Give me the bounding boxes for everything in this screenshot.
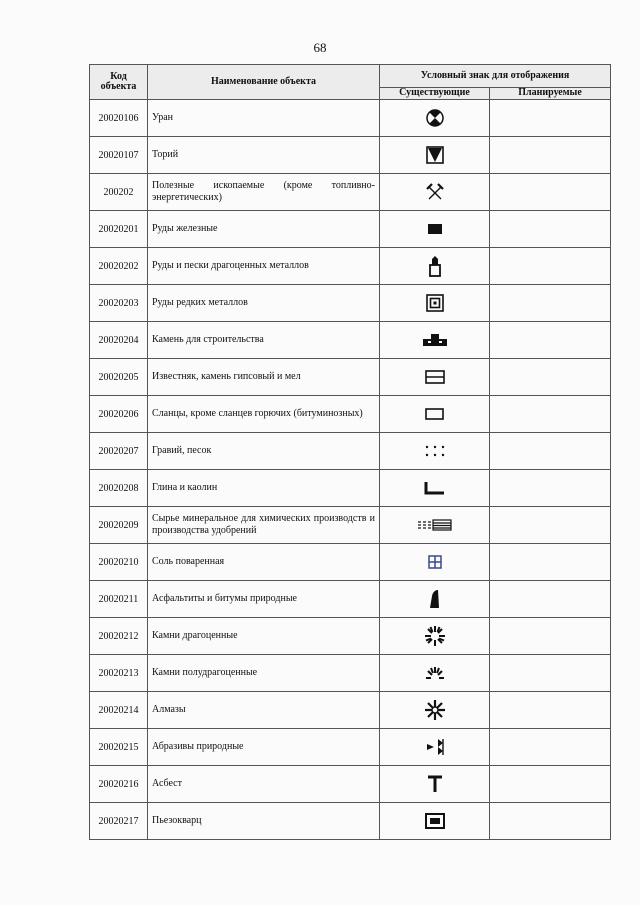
- object-code: 20020217: [90, 803, 148, 840]
- abrasives-icon: [384, 736, 485, 758]
- uranium-icon: [384, 108, 485, 128]
- symbol-table: [89, 64, 611, 840]
- existing-symbol-cell: [380, 174, 490, 211]
- diamonds-icon: [384, 698, 485, 722]
- object-name: Полезные ископаемые (кроме топливно-энергетических): [148, 174, 380, 211]
- table-row: [90, 433, 611, 470]
- object-code: 20020207: [90, 433, 148, 470]
- object-name: Глина и каолин: [148, 470, 380, 507]
- existing-symbol-cell: [380, 396, 490, 433]
- object-code: 20020203: [90, 285, 148, 322]
- existing-symbol-cell: [380, 137, 490, 174]
- planned-symbol-cell: [490, 433, 611, 470]
- object-name: Сырье минеральное для химических производств и производства удобрений: [148, 507, 380, 544]
- object-code: 20020204: [90, 322, 148, 359]
- object-code: 20020107: [90, 137, 148, 174]
- planned-symbol-cell: [490, 285, 611, 322]
- object-name: Асбест: [148, 766, 380, 803]
- header-planned: Планируемые: [490, 88, 611, 100]
- existing-symbol-cell: [380, 470, 490, 507]
- table-row: [90, 803, 611, 840]
- existing-symbol-cell: [380, 285, 490, 322]
- object-code: 200202: [90, 174, 148, 211]
- planned-symbol-cell: [490, 396, 611, 433]
- planned-symbol-cell: [490, 729, 611, 766]
- table-row: [90, 359, 611, 396]
- existing-symbol-cell: [380, 433, 490, 470]
- existing-symbol-cell: [380, 581, 490, 618]
- piezoquartz-icon: [384, 812, 485, 830]
- table-row: [90, 285, 611, 322]
- planned-symbol-cell: [490, 581, 611, 618]
- object-name: Камень для строительства: [148, 322, 380, 359]
- planned-symbol-cell: [490, 618, 611, 655]
- table-row: [90, 581, 611, 618]
- table-row: [90, 470, 611, 507]
- object-code: 20020215: [90, 729, 148, 766]
- object-code: 20020206: [90, 396, 148, 433]
- shale-icon: [384, 407, 485, 421]
- planned-symbol-cell: [490, 100, 611, 137]
- object-code: 20020106: [90, 100, 148, 137]
- existing-symbol-cell: [380, 766, 490, 803]
- object-name: Уран: [148, 100, 380, 137]
- header-symbol-group: Условный знак для отображения: [380, 65, 611, 88]
- planned-symbol-cell: [490, 248, 611, 285]
- planned-symbol-cell: [490, 766, 611, 803]
- table-row: [90, 174, 611, 211]
- object-name: Известняк, камень гипсовый и мел: [148, 359, 380, 396]
- building-stone-icon: [384, 332, 485, 348]
- table-row: [90, 655, 611, 692]
- object-name: Торий: [148, 137, 380, 174]
- header-existing: Существующие: [380, 88, 490, 100]
- iron-ore-icon: [384, 222, 485, 236]
- existing-symbol-cell: [380, 692, 490, 729]
- object-code: 20020205: [90, 359, 148, 396]
- object-name: Пьезокварц: [148, 803, 380, 840]
- existing-symbol-cell: [380, 322, 490, 359]
- existing-symbol-cell: [380, 729, 490, 766]
- precious-stones-icon: [384, 624, 485, 648]
- semiprecious-stones-icon: [384, 665, 485, 681]
- object-name: Камни драгоценные: [148, 618, 380, 655]
- table-row: [90, 618, 611, 655]
- planned-symbol-cell: [490, 322, 611, 359]
- gravel-sand-icon: [384, 443, 485, 459]
- table-row: [90, 322, 611, 359]
- table-row: [90, 211, 611, 248]
- existing-symbol-cell: [380, 803, 490, 840]
- object-name: Асфальтиты и битумы природные: [148, 581, 380, 618]
- table-row: [90, 100, 611, 137]
- planned-symbol-cell: [490, 507, 611, 544]
- object-code: 20020216: [90, 766, 148, 803]
- object-code: 20020208: [90, 470, 148, 507]
- object-name: Абразивы природные: [148, 729, 380, 766]
- existing-symbol-cell: [380, 655, 490, 692]
- planned-symbol-cell: [490, 211, 611, 248]
- object-code: 20020213: [90, 655, 148, 692]
- existing-symbol-cell: [380, 100, 490, 137]
- crossed-hammers-icon: [384, 182, 485, 202]
- object-name: Гравий, песок: [148, 433, 380, 470]
- header-code: Код объекта: [90, 65, 148, 100]
- page-number: 68: [313, 40, 327, 55]
- table-row: [90, 692, 611, 729]
- object-name: Сланцы, кроме сланцев горючих (битуминозных): [148, 396, 380, 433]
- salt-icon: [384, 553, 485, 571]
- existing-symbol-cell: [380, 618, 490, 655]
- planned-symbol-cell: [490, 137, 611, 174]
- object-code: 20020201: [90, 211, 148, 248]
- thorium-icon: [384, 145, 485, 165]
- object-name: Алмазы: [148, 692, 380, 729]
- object-code: 20020209: [90, 507, 148, 544]
- object-name: Камни полудрагоценные: [148, 655, 380, 692]
- planned-symbol-cell: [490, 359, 611, 396]
- planned-symbol-cell: [490, 544, 611, 581]
- limestone-icon: [384, 369, 485, 385]
- object-code: 20020202: [90, 248, 148, 285]
- object-code: 20020214: [90, 692, 148, 729]
- table-row: [90, 396, 611, 433]
- table-row: [90, 544, 611, 581]
- table-row: [90, 766, 611, 803]
- object-name: Руды и пески драгоценных металлов: [148, 248, 380, 285]
- clay-kaolin-icon: [384, 480, 485, 496]
- table-row: [90, 137, 611, 174]
- planned-symbol-cell: [490, 174, 611, 211]
- planned-symbol-cell: [490, 470, 611, 507]
- chemical-raw-icon: [384, 519, 485, 531]
- header-name: Наименование объекта: [148, 65, 380, 100]
- bitumen-icon: [384, 588, 485, 610]
- rare-metals-icon: [384, 293, 485, 313]
- object-code: 20020212: [90, 618, 148, 655]
- existing-symbol-cell: [380, 248, 490, 285]
- planned-symbol-cell: [490, 803, 611, 840]
- table-row: [90, 248, 611, 285]
- existing-symbol-cell: [380, 211, 490, 248]
- object-name: Руды редких металлов: [148, 285, 380, 322]
- object-name: Соль поваренная: [148, 544, 380, 581]
- table-row: [90, 729, 611, 766]
- existing-symbol-cell: [380, 359, 490, 396]
- existing-symbol-cell: [380, 544, 490, 581]
- asbestos-icon: [384, 774, 485, 794]
- object-code: 20020210: [90, 544, 148, 581]
- object-code: 20020211: [90, 581, 148, 618]
- planned-symbol-cell: [490, 692, 611, 729]
- table-row: [90, 507, 611, 544]
- planned-symbol-cell: [490, 655, 611, 692]
- precious-metals-icon: [384, 254, 485, 278]
- existing-symbol-cell: [380, 507, 490, 544]
- table-body: [90, 100, 611, 840]
- object-name: Руды железные: [148, 211, 380, 248]
